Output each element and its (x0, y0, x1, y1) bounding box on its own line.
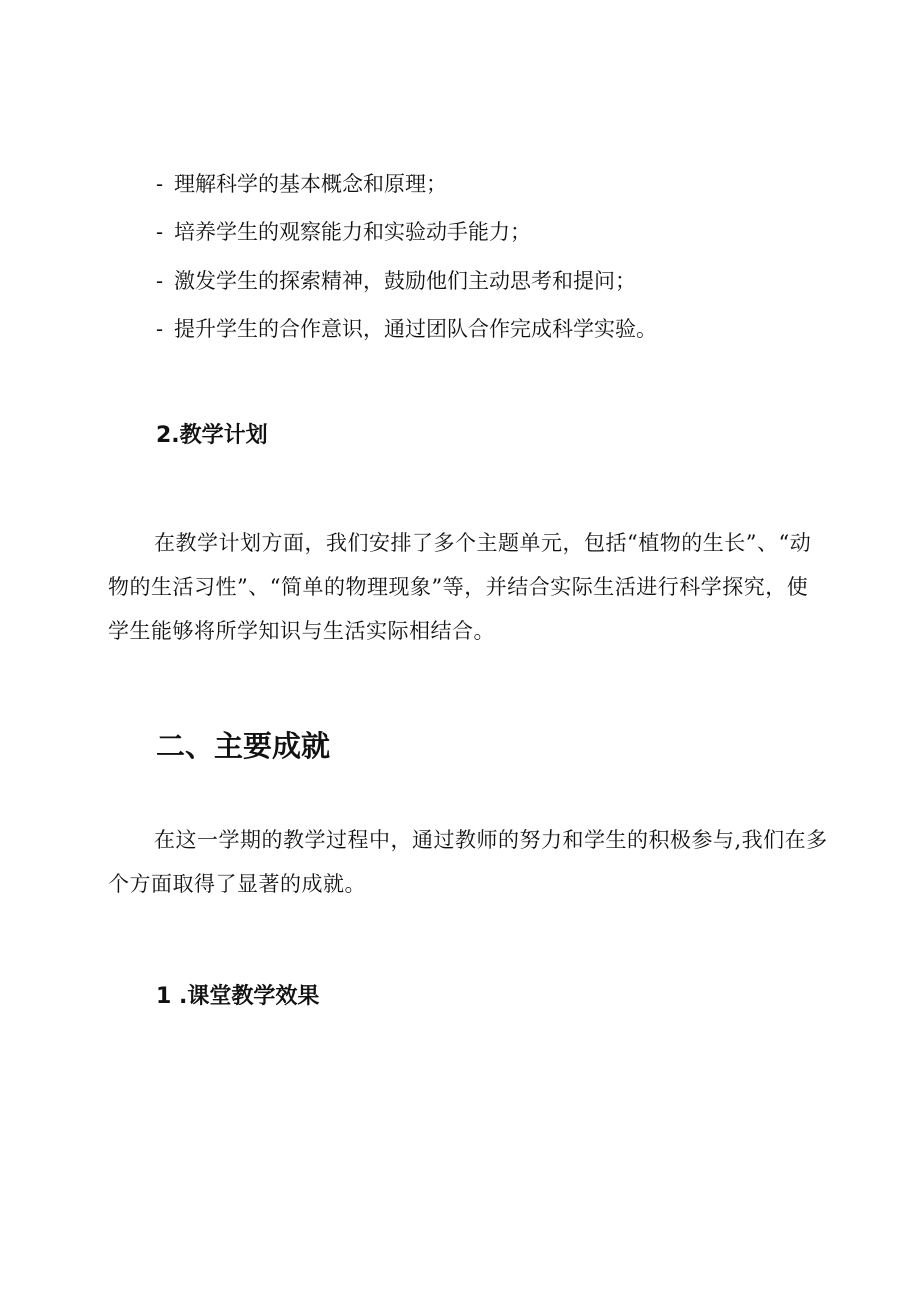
bullet-dash: - (156, 317, 164, 341)
bullet-item-concepts (156, 169, 447, 199)
heading-classroom-effect: 1 .课堂教学效果 (156, 984, 320, 1009)
bullet-item-cooperation (156, 314, 657, 344)
bullet-text: 激发学生的探索精神，鼓励他们主动思考和提问； (174, 269, 636, 293)
heading-main-achievements: 二、主要成就 (156, 729, 331, 763)
heading-teaching-plan: 2.教学计划 (156, 423, 268, 448)
bullet-item-exploration (156, 266, 636, 296)
bullet-text: 理解科学的基本概念和原理； (174, 172, 447, 196)
paragraph-teaching-plan: 在教学计划方面，我们安排了多个主题单元，包括“植物的生长”、“动物的生活习性”、“简单的物理现象”等，并结合实际生活进行科学探究，使学生能够将所学知识与生活实际相结合。 (108, 531, 812, 643)
paragraph-achievements: 在这一学期的教学过程中，通过教师的努力和学生的积极参与,我们在多个方面取得了显著的成就。 (108, 828, 828, 896)
bullet-dash: - (156, 172, 164, 196)
bullet-text: 提升学生的合作意识，通过团队合作完成科学实验。 (174, 317, 657, 341)
bullet-dash: - (156, 220, 164, 244)
bullet-item-observation (156, 217, 531, 247)
bullet-dash: - (156, 269, 164, 293)
bullet-text: 培养学生的观察能力和实验动手能力； (174, 220, 531, 244)
